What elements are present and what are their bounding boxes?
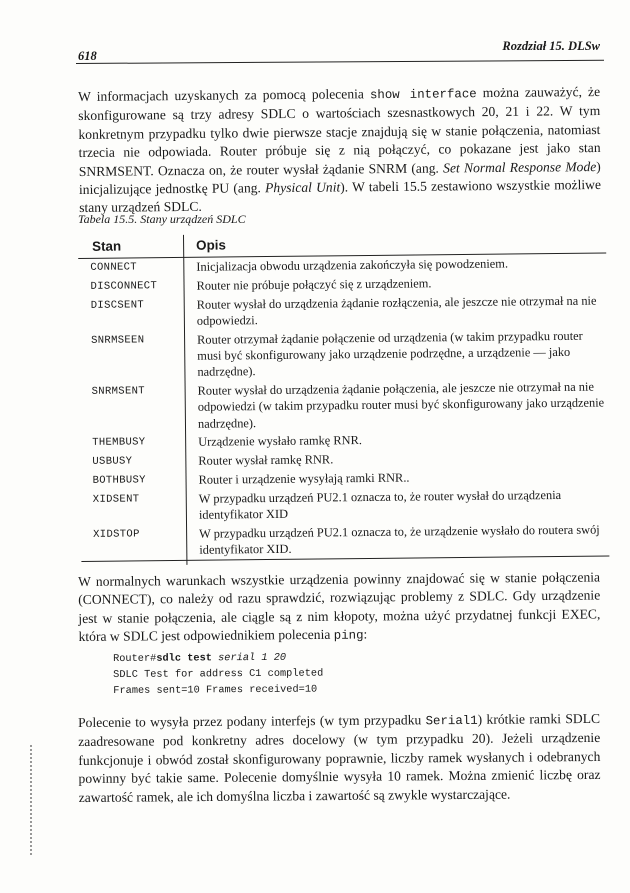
- table-row: [81, 520, 609, 561]
- intro-paragraph: W informacjach uzyskanych za pomocą polecenia show interface można zauważyć, że skonfigurowane są trzy adresy SDLC o wartościach szesnastkowych 20, 21 i 22. W tym konkretnym przypadku tylko dwie pierwsze stacje znajdują się w stanie połączenia, natomiast trzecia nie odpowiada. Router próbuje się z nią połączyć, co pokazane jest jako stan SNRMSENT. Oznacza on, że router wysłał żądanie SNRM (ang. Set Normal Response Mode) inicjalizujące jednostkę PU (ang. Physical Unit). W tabeli 15.5 zestawiono wszystkie możliwe stany urządzeń SDLC.: [78, 83, 602, 216]
- code-output-line: SDLC Test for address C1 completed: [113, 667, 324, 681]
- description-cell: Router nie próbuje połączyć się z urządzeniem.: [196, 276, 432, 293]
- inline-interface: Serial1: [425, 713, 478, 729]
- description-cell: Inicjalizacja obwodu urządzenia zakończyła się powodzeniem.: [196, 256, 509, 274]
- state-cell: DISCONNECT: [90, 279, 158, 293]
- state-cell: XIDSTOP: [93, 528, 140, 541]
- inline-command: show interface: [369, 87, 477, 103]
- body-paragraph-2: W normalnych warunkach wszystkie urządzenia powinny znajdować się w stanie połączenia (CONNECT), co należy od razu sprawdzić, rozwiązując problemy z SDLC. Gdy urządzenie jest w stanie połączenia, ale ciągle są z nim kłopoty, można użyć przydatnej funkcji EXEC, która w SDLC jest odpowiednikiem polecenia ping:: [78, 569, 601, 645]
- code-args: serial 1 20: [211, 651, 287, 665]
- state-cell: SNRMSEEN: [91, 333, 145, 347]
- description-cell: Urządzenie wysłało ramkę RNR.: [198, 433, 363, 450]
- state-cell: DISCSENT: [90, 298, 145, 312]
- header-description: Opis: [196, 237, 226, 253]
- state-cell: CONNECT: [90, 261, 138, 274]
- code-command: sdlc test: [156, 652, 212, 665]
- description-cell: W przypadku urządzeń PU2.1 oznacza to, że router wysłał do urządzenia identyfikator XID: [198, 487, 562, 522]
- state-cell: XIDSENT: [92, 493, 140, 506]
- header-state: Stan: [92, 238, 122, 254]
- scan-edge-mark: [30, 745, 32, 855]
- description-cell: Router wysłał ramkę RNR.: [198, 452, 334, 469]
- state-cell: USBUSY: [92, 455, 133, 469]
- body-paragraph-3: Polecenie to wysyła przez podany interfejs (w tym przypadku Serial1) krótkie ramki SDLC zaadresowane pod konkretny adres docelowy (w tym przypadku 20). Jeżeli urządzenie funkcjonuje i obwód został skonfigurowany poprawnie, liczby ramek wysłanych i odebranych powinny być takie same. Polecenie domyślnie wysyła 10 ramek. Można zmienić liczbę oraz zawartość ramek, ale ich domyślna liczba i zawartość są zwykle wystarczające.: [78, 710, 601, 805]
- table-row: [79, 326, 608, 383]
- running-head: Rozdział 15. DLSw: [502, 39, 600, 53]
- description-cell: Router otrzymał żądanie połączenie od urządzenia (w takim przypadku router musi być skonfigurowany jako urządzenie podrzędne, a urządzenie — jako nadrzędne).: [197, 328, 583, 380]
- description-cell: Router i urządzenie wysyłają ramki RNR..: [198, 470, 410, 487]
- page-number: 618: [78, 49, 97, 63]
- state-cell: BOTHBUSY: [92, 474, 146, 487]
- code-prompt: Router#: [113, 652, 157, 665]
- term-snrm: Set Normal Response Mode: [443, 158, 597, 176]
- state-cell: THEMBUSY: [92, 436, 146, 450]
- inline-command: ping: [333, 628, 364, 643]
- code-output-line: Frames sent=10 Frames received=10: [113, 683, 318, 697]
- header-rule: [76, 60, 604, 64]
- table-row: [79, 291, 607, 332]
- sdlc-states-table: [78, 230, 609, 562]
- description-cell: W przypadku urządzeń PU2.1 oznacza to, że urządzenie wysłało do routera swój identyfikator XID.: [199, 522, 600, 557]
- table-caption: Tabela 15.5. Stany urządzeń SDLC: [78, 212, 246, 226]
- table-row: [80, 378, 609, 435]
- term-pu: Physical Unit: [265, 179, 341, 196]
- code-example: [113, 651, 323, 700]
- table-row: [81, 485, 609, 526]
- description-cell: Router wysłał do urządzenia żądanie rozłączenia, ale jeszcze nie otrzymał na nie odpowiedzi.: [196, 293, 597, 328]
- description-cell: Router wysłał do urządzenia żądanie połączenia, ale jeszcze nie otrzymał na nie odpowiedzi (w takim przypadku router musi być skonfigurowany jako urządzenie nadrzędne).: [197, 379, 605, 431]
- state-cell: SNRMSENT: [91, 385, 145, 398]
